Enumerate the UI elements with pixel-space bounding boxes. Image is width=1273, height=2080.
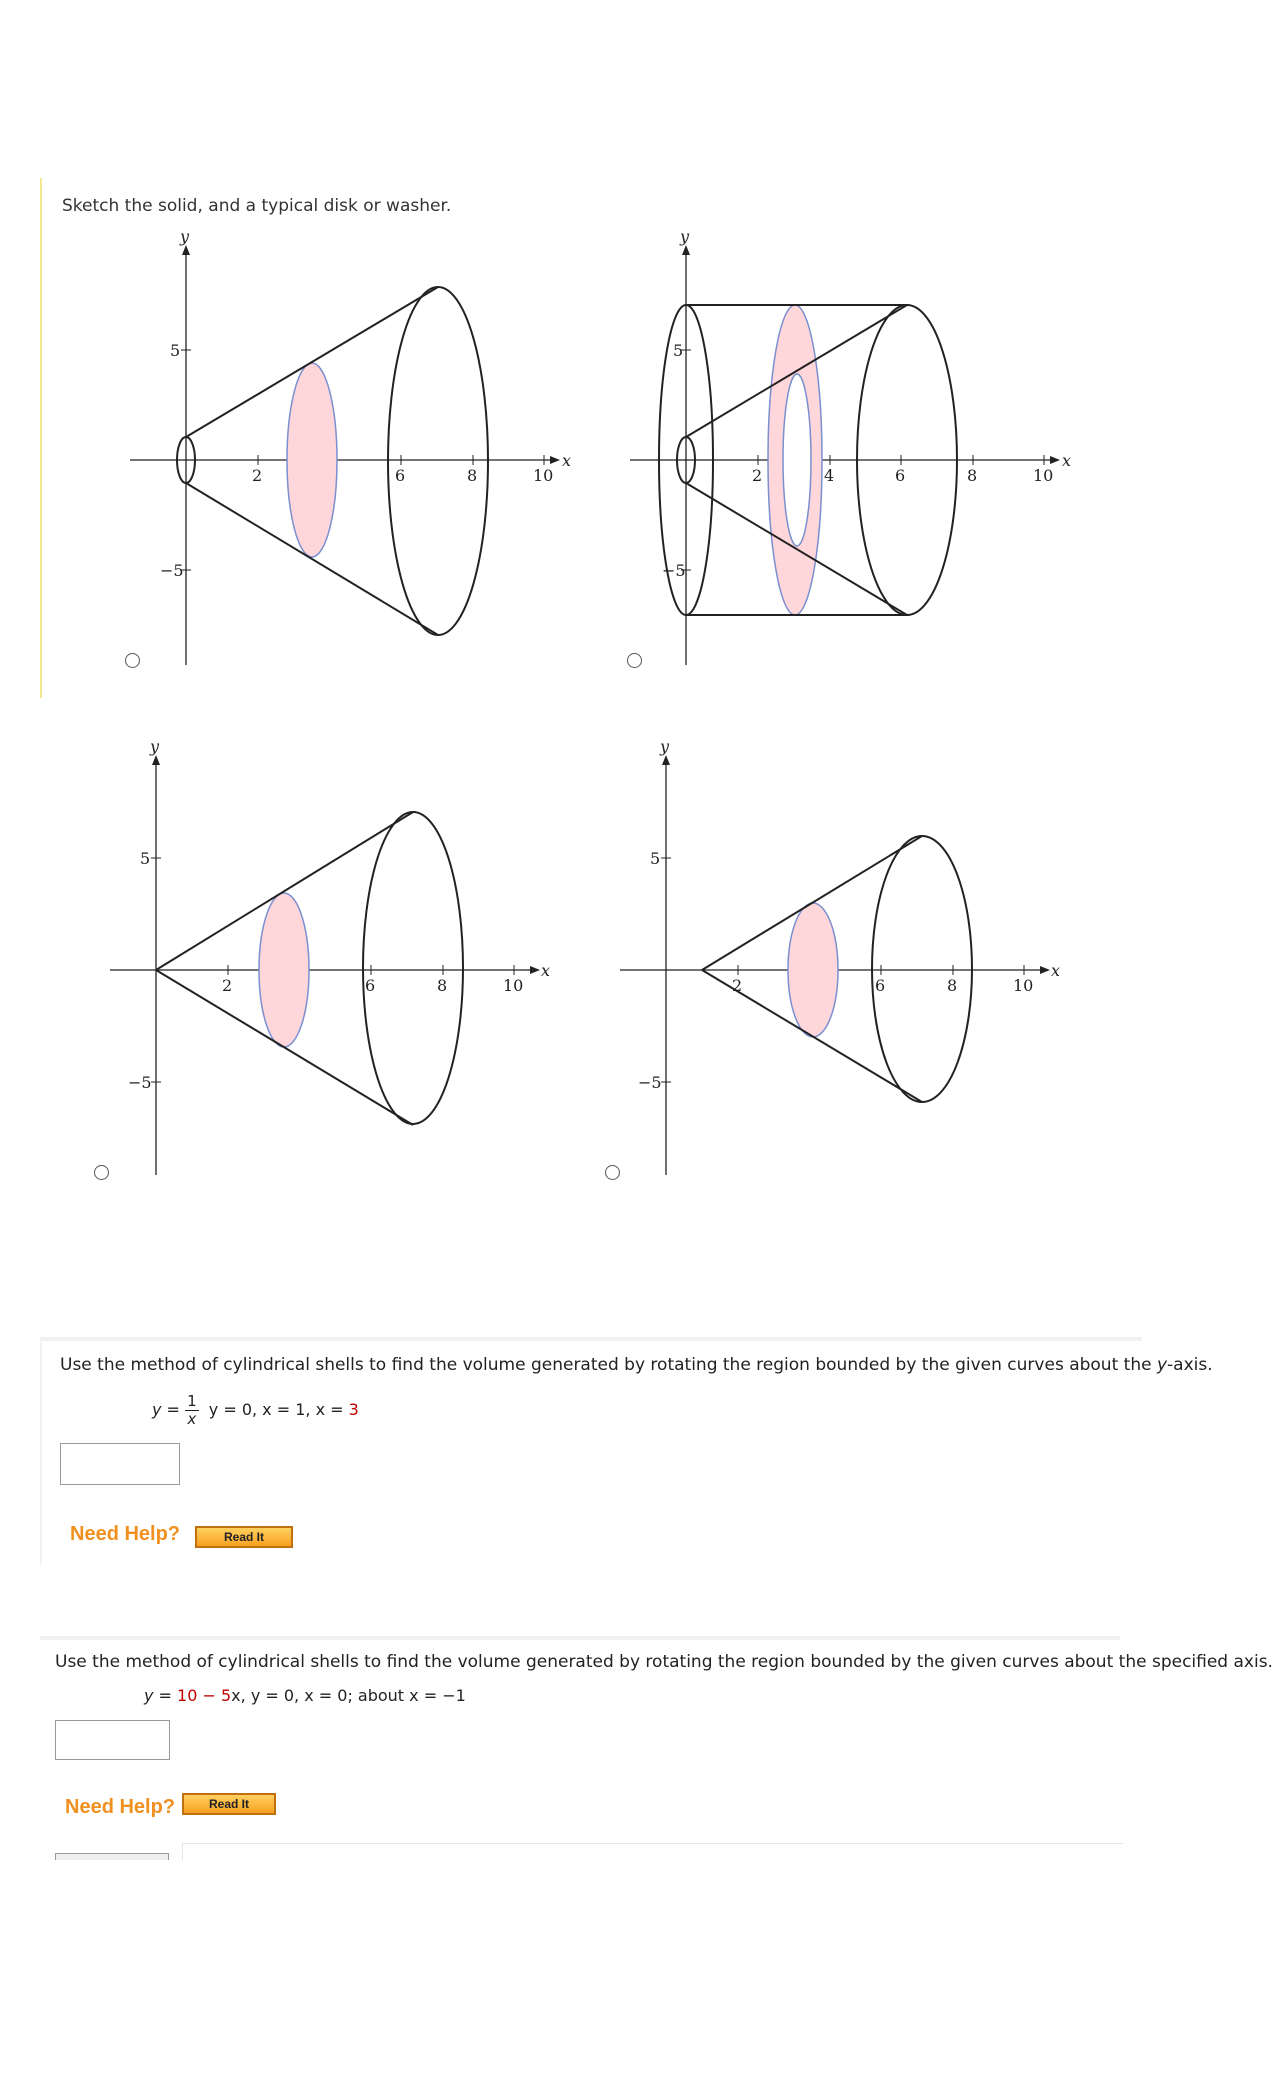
tick-x-8: 8 [947,976,958,995]
option-3-radio[interactable] [94,1165,109,1180]
tick-y-5: 5 [673,341,684,360]
question-1-prompt: Sketch the solid, and a typical disk or washer. [62,196,452,216]
question-3-read-it-button[interactable]: Read It [182,1793,276,1815]
graph-option-4 [610,730,1070,1175]
y-axis-label: y [680,227,690,246]
tick-y-neg5: −5 [160,561,184,580]
tick-y-neg5: −5 [638,1073,662,1092]
question-2-left-border [40,1340,42,1565]
tick-x-2: 2 [732,976,743,995]
tick-y-neg5: −5 [128,1073,152,1092]
tick-x-6: 6 [895,466,906,485]
fraction: $\frac{1}{x}$ [187,1392,197,1428]
tick-x-2: 2 [222,976,233,995]
tick-x-8: 8 [437,976,448,995]
tick-x-6: 6 [875,976,886,995]
question-3-need-help: Need Help? [65,1796,176,1818]
tick-x-10: 10 [503,976,524,995]
tick-y-5: 5 [170,341,181,360]
option-4-radio[interactable] [605,1165,620,1180]
question-3 [40,1636,1273,1860]
tick-y-neg5: −5 [662,561,686,580]
option-2-radio[interactable] [627,653,642,668]
tick-x-6: 6 [365,976,376,995]
question-2-read-it-button[interactable]: Read It [195,1526,293,1548]
tick-x-10: 10 [1013,976,1034,995]
tick-x-6: 6 [395,466,406,485]
tick-x-8: 8 [467,466,478,485]
x-axis-label: x [1051,961,1061,980]
tick-x-10: 10 [533,466,554,485]
x-axis-label: x [562,451,572,470]
tick-x-2: 2 [252,466,263,485]
tick-y-5: 5 [140,849,151,868]
tick-x-10: 10 [1033,466,1054,485]
tick-x-4: 4 [824,466,835,485]
option-1-radio[interactable] [125,653,140,668]
graph-option-3 [100,730,560,1175]
tick-x-2: 2 [752,466,763,485]
tick-x-8: 8 [967,466,978,485]
tick-y-5: 5 [650,849,661,868]
question-2-need-help: Need Help? [70,1523,181,1545]
graph-option-1 [130,225,590,670]
question-2-equation: y = $\frac{1}{x}$ y = 0, x = 1, x = 3 [152,1392,359,1428]
x-axis-label: x [1062,451,1072,470]
graph-option-2 [630,225,1090,670]
question-2-prompt: Use the method of cylindrical shells to find the volume generated by rotating the region bounded by the given curves about the y-axis. [60,1355,1213,1375]
y-axis-label: y [180,227,190,246]
question-2-answer-input[interactable] [60,1443,180,1485]
question-3-answer-input[interactable] [55,1720,170,1760]
question-3-cut-button[interactable] [55,1853,169,1860]
x-axis-label: x [541,961,551,980]
question-3-prompt: Use the method of cylindrical shells to find the volume generated by rotating the region bounded by the given curves about the specified axis. [55,1652,1273,1672]
question-3-equation: y = 10 − 5x, y = 0, x = 0; about x = −1 [144,1686,466,1705]
y-axis-label: y [150,737,160,756]
y-axis-label: y [660,737,670,756]
question-3-submit-box [182,1843,1123,1860]
